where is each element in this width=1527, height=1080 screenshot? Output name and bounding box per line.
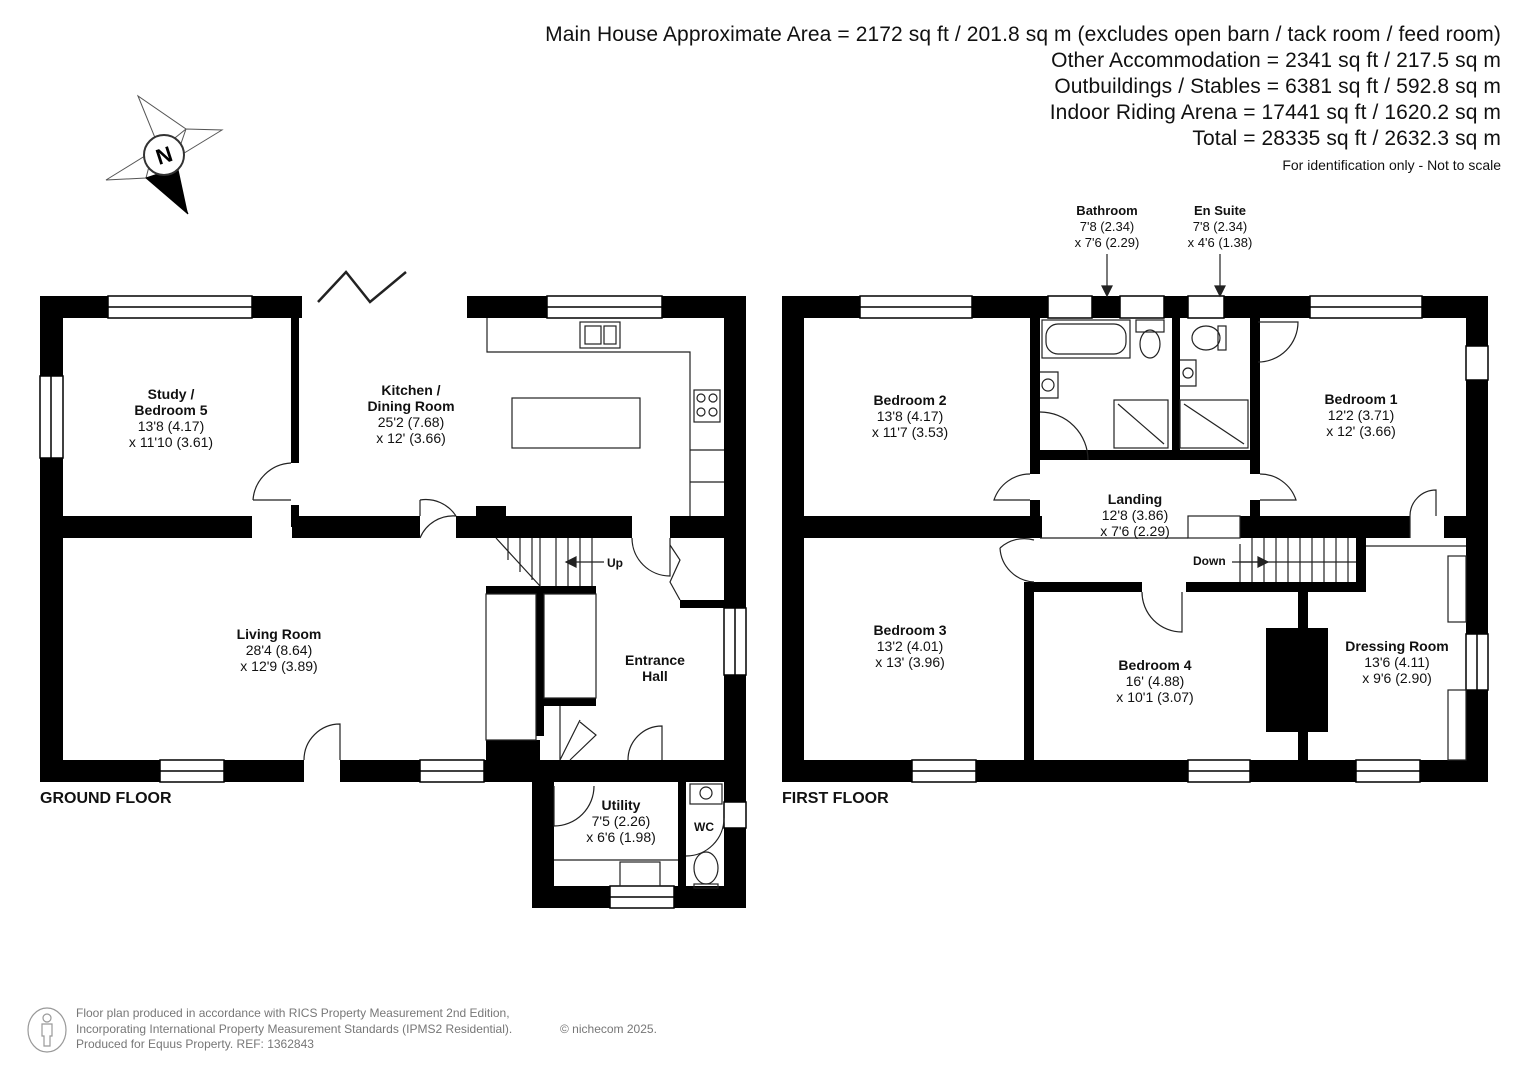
first-floor-label: FIRST FLOOR (782, 790, 889, 807)
ground-floor-fixtures (253, 272, 724, 888)
room-bedroom-1-name: Bedroom 1 (1324, 391, 1398, 407)
compass-letter: N (152, 141, 176, 170)
room-hall (625, 652, 685, 684)
room-bedroom-3-name: Bedroom 3 (873, 622, 947, 638)
room-study-name-2: Bedroom 5 (134, 402, 208, 418)
room-kitchen-name-2: Dining Room (367, 398, 455, 414)
room-kitchen-dim-2: x 12' (3.66) (376, 430, 446, 446)
room-utility-dim: 7'5 (2.26) (591, 813, 651, 829)
room-bedroom-2 (872, 392, 948, 440)
room-bedroom-2-dim-2: x 11'7 (3.53) (871, 424, 949, 440)
outbuildings-area: Outbuildings / Stables = 6381 sq ft / 592.8 sq m (1054, 75, 1501, 98)
room-bedroom-2-dim: 13'8 (4.17) (876, 408, 944, 424)
person-icon (28, 1008, 66, 1052)
room-living-name: Living Room (236, 626, 322, 642)
footer-line-1: Floor plan produced in accordance with RICS Property Measurement 2nd Edition, (76, 1006, 510, 1020)
room-landing-dim-2: x 7'6 (2.29) (1100, 523, 1170, 539)
room-kitchen-name: Kitchen / (381, 382, 441, 398)
room-living-dim: 28'4 (8.64) (245, 642, 313, 658)
room-landing (1100, 491, 1170, 539)
room-bedroom-3-dim: 13'2 (4.01) (876, 638, 944, 654)
room-hall-name: Entrance (625, 652, 685, 668)
footer-line-3: Produced for Equus Property. REF: 1362843 (76, 1037, 314, 1051)
room-study-dim: 13'8 (4.17) (137, 418, 205, 434)
stairs-up-label: Up (607, 556, 623, 570)
room-hall-name-2: Hall (642, 668, 668, 684)
room-wc-name: WC (694, 820, 714, 834)
room-ensuite-dim-2: x 4'6 (1.38) (1187, 235, 1253, 250)
room-utility (586, 797, 656, 845)
room-landing-dim: 12'8 (3.86) (1101, 507, 1169, 523)
ground-floor-label: GROUND FLOOR (40, 790, 172, 807)
room-utility-dim-2: x 6'6 (1.98) (586, 829, 656, 845)
room-dressing-dim-2: x 9'6 (2.90) (1362, 670, 1432, 686)
room-study-name: Study / (147, 386, 195, 402)
room-kitchen (367, 382, 454, 446)
stairs-down-label: Down (1193, 554, 1226, 568)
first-floor-walls (782, 296, 1488, 782)
room-bedroom-3-dim-2: x 13' (3.96) (875, 654, 945, 670)
main-house-area: Main House Approximate Area = 2172 sq ft / 201.8 sq m (excludes open barn / tack room / feed room) (545, 23, 1501, 46)
room-study-dim-2: x 11'10 (3.61) (128, 434, 214, 450)
room-dressing-dim: 13'6 (4.11) (1364, 654, 1430, 670)
room-bathroom-dim: 7'8 (2.34) (1079, 219, 1135, 234)
room-utility-name: Utility (601, 797, 641, 813)
room-ensuite-dim: 7'8 (2.34) (1192, 219, 1248, 234)
room-living-dim-2: x 12'9 (3.89) (240, 658, 318, 674)
room-kitchen-dim: 25'2 (7.68) (377, 414, 445, 430)
room-bathroom-name: Bathroom (1076, 203, 1138, 218)
room-bedroom-4 (1116, 657, 1193, 705)
footer-line-2: Incorporating International Property Measurement Standards (IPMS2 Residential). (76, 1021, 513, 1036)
room-dressing (1345, 638, 1448, 686)
room-bedroom-4-name: Bedroom 4 (1118, 657, 1192, 673)
footer-notes (76, 1006, 512, 1053)
room-bedroom-1-dim: 12'2 (3.71) (1327, 407, 1395, 423)
room-bedroom-3 (873, 622, 946, 670)
room-bedroom-1-dim-2: x 12' (3.66) (1326, 423, 1396, 439)
arena-area: Indoor Riding Arena = 17441 sq ft / 1620.2 sq m (1049, 101, 1501, 124)
room-bathroom (1075, 203, 1140, 251)
room-bedroom-4-dim: 16' (4.88) (1125, 673, 1185, 689)
room-study (129, 386, 213, 450)
total-area: Total = 28335 sq ft / 2632.3 sq m (1192, 127, 1501, 150)
room-bedroom-1 (1324, 391, 1397, 439)
room-bedroom-4-dim-2: x 10'1 (3.07) (1116, 689, 1194, 705)
room-living (237, 626, 322, 674)
scale-note: For identification only - Not to scale (1282, 157, 1501, 173)
copyright: © nichecom 2025. (560, 1022, 657, 1036)
room-dressing-name: Dressing Room (1345, 638, 1449, 654)
room-bathroom-dim-2: x 7'6 (2.29) (1074, 235, 1140, 250)
room-ensuite-name: En Suite (1193, 203, 1247, 218)
other-accommodation-area: Other Accommodation = 2341 sq ft / 217.5 sq m (1051, 49, 1501, 72)
room-landing-name: Landing (1107, 491, 1163, 507)
room-bedroom-2-name: Bedroom 2 (873, 392, 947, 408)
room-ensuite (1188, 203, 1253, 251)
